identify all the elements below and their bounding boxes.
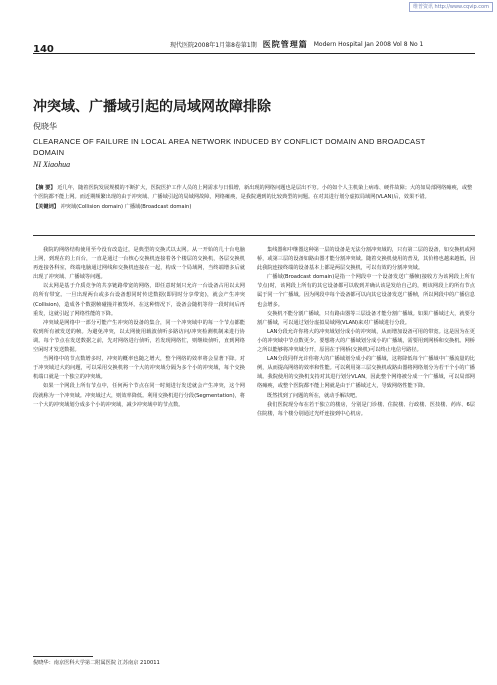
article-en-author: NI Xiaohua bbox=[33, 160, 71, 169]
body-paragraph: LAN分段同样允许你将大的广播域划分成小的广播域，这将降低每个广播域中广播流量的比例，从而提高网络的效率和性能。可以利用第三层交换机或路由器将网络划分为若干个小的广播域。我院使用的交换机支持对其进行划分VLAN，因此整个网络被分成一个广播域，可以局部网络瘫痪，或整个医院都不能上网就是由于广播域过大，导致网络性能下降。 bbox=[257, 356, 475, 390]
abstract-text: 近几年，随着医院发展规模的不断扩大，医院医护工作人员的上网需求与日俱增，新出现的网络问题也是层出不穷。小的如个人主机染上病毒、硬件故障；大的如局部网络瘫痪，或整个医院都不能上网。而近期频繁出现的由于冲突域、广播域引起的局域网故障，网络瘫痪，是我院遇到的比较典型的问题。在对其进行划分虚拟局域网(VLAN)后，效果不错。 bbox=[33, 185, 473, 200]
journal-en-info: Modern Hospital Jan 2008 Vol 8 No 1 bbox=[313, 41, 424, 48]
body-paragraph: 当网络中的节点数增多时，冲突的概率也随之增大，整个网络的效率将会显著下降。对于冲突域过大的问题，可以采用交换机将一个大的冲突域分隔为多个小的冲突域，每个交换机端口就是一个独立的冲突域。 bbox=[33, 356, 245, 381]
journal-name: 医院管理篇 bbox=[262, 40, 308, 49]
page-number: 140 bbox=[33, 44, 54, 55]
article-author: 倪晓华 bbox=[33, 122, 57, 131]
body-paragraph: 既然找到了问题的所在，就动手解决吧。 bbox=[267, 392, 361, 399]
abstract-rule bbox=[33, 235, 475, 236]
body-paragraph: 冲突域是网络中一部分可能产生冲突的设备的集合，同一个冲突域中的每一个节点都能收到所有被发送的帧。为避免冲突，以太网使用载波侦听多路访问/冲突检测机制来进行协调。每个节点在发送数据之前，先对网络进行侦听，若发现网络忙，则继续侦听，直到网络空闲时才发送数据。 bbox=[33, 319, 245, 354]
abstract bbox=[33, 184, 475, 213]
body-paragraph: 如果一个网段上所有节点中，任何两个节点在同一时刻进行发送就会产生冲突，这个网段就称为一个冲突域。冲突域过大，则效率降低。利用交换机进行分段(Segmentation)，将一个大的冲突域划分成多个小的冲突域，减少冲突域中的节点数。 bbox=[33, 383, 245, 408]
right-column bbox=[257, 246, 475, 419]
keywords-text: 冲突域(Collision domain) 广播域(Broadcast domain) bbox=[60, 204, 192, 210]
header-rule bbox=[33, 53, 475, 54]
abstract-paragraph bbox=[33, 184, 475, 202]
body-paragraph: 以太网是基于介质竞争的共享链路带宽的网络，即任意时刻只允许一台设备占用以太网的所有带宽。一旦出现两台或多台设备想同时传送数据(即同时分享带宽)，就会产生冲突(Collision)，造成各个数据帧碰撞并被毁坏。在这种情况下，设备会随机等待一段时间后再重发，这就引起了网络性能的下降。 bbox=[33, 283, 245, 317]
footnote-rule bbox=[33, 656, 93, 657]
keywords-paragraph bbox=[33, 203, 475, 212]
journal-issue: 现代医院2008年1月第8卷第1期 bbox=[170, 42, 257, 49]
keywords-label: 【关键词】 bbox=[33, 204, 59, 210]
abstract-label: 【摘 要】 bbox=[33, 185, 56, 191]
author-affiliation: 倪晓华：南京医科大学第二附属医院 江苏南京 210011 bbox=[33, 660, 160, 666]
article-title: 冲突域、广播域引起的局域网故障排除 bbox=[33, 99, 271, 115]
body-paragraph: LAN分段允许你将大的冲突域划分成小的冲突域，从而增加设备可用的带宽。这是因为在更小的冲突域中节点数更少。要想将大的广播域划分成小的广播域，需要用到网桥和交换机。网桥之所以能够将冲突域分开，原因在于网桥(交换机)可以终止电信号路径。 bbox=[257, 328, 475, 354]
body-paragraph: 我院的网络结构使用至今没有改造过，是典型的交换式以太网。从一开始的几十台电脑上网，到现在的上百台，一直是通过一台核心交换机连接着各个楼层的交换机，各层交换机再连接各科室，终端电脑通过网线和交换机连接在一起，构成一个局域网，当终端增多后就出现了冲突域、广播域等问题。 bbox=[33, 247, 245, 281]
running-header bbox=[170, 39, 475, 50]
article-en-title: CLEARANCE OF FAILURE IN LOCAL AREA NETWORK INDUCED BY CONFLICT DOMAIN AND BROADCAST DOMAIN bbox=[33, 137, 426, 157]
body-paragraph: 广播域(Broadcast domain)是指一个网段中一个设备发送广播帧(接收方为该网段上所有节点)时，该网段上所有的其它设备都可以收到并确认该是发给自己的，则该网段上的所有节点属于同一个广播域。因为网段中每个设备都可以向其它设备发送广播帧，所以网段中的广播信息也会增多。 bbox=[257, 274, 475, 308]
body-paragraph: 我们医院现分布在若干独立的楼房，分别是门诊楼、住院楼、行政楼、医技楼、药库、6层住院楼，每个楼分别通过光纤连接到中心机房。 bbox=[257, 401, 475, 417]
watermark-stamp: 维普资讯 http://www.cqvip.com bbox=[409, 2, 493, 12]
left-column bbox=[33, 246, 245, 410]
body-paragraph: 交换机不能分割广播域，只有路由器等三层设备才能分割广播域。如果广播域过大，就要分割广播域，可以通过划分虚拟局域网(VLAN)来对广播域进行分段。 bbox=[257, 310, 475, 326]
body-paragraph: 集线器和中继器这种第一层的设备是无法分割冲突域的，只有第二层的设备，如交换机或网桥，或第三层的设备如路由器才能分割冲突域。随着交换机使用的普及，其价格也越来越低，因此我院连接终端的设备基本上都是两层交换机，可以有效的分割冲突域。 bbox=[257, 247, 475, 272]
